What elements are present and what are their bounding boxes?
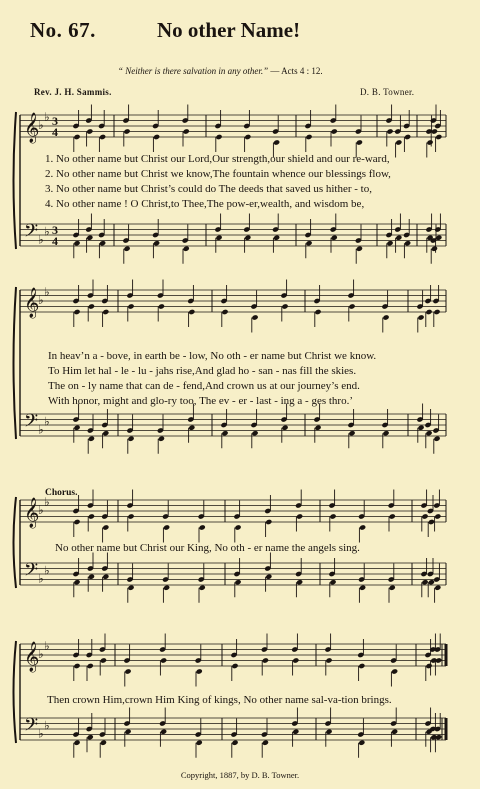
note-head <box>358 740 365 746</box>
note-head <box>421 513 428 519</box>
composer-credit: D. B. Towner. <box>360 87 415 97</box>
note-head <box>231 740 238 746</box>
copyright-notice: Copyright, 1887, by D. B. Towner. <box>180 770 300 780</box>
note-head <box>188 425 195 431</box>
note-head <box>102 574 109 580</box>
flat-sign: ♭ <box>38 503 44 517</box>
treble-clef: 𝄞 <box>24 288 40 318</box>
note-head <box>234 524 241 530</box>
verse-continuation-4: With honor, might and glo-ry too, The ev - er - last - ing a - ges thro.’ <box>48 395 354 407</box>
note-head <box>273 235 280 241</box>
note-head <box>329 579 336 585</box>
flat-sign: ♭ <box>44 224 50 239</box>
note-head <box>73 519 80 525</box>
note-head <box>124 668 131 674</box>
note-head <box>244 235 251 241</box>
note-head <box>404 240 411 246</box>
bass-clef: 𝄢 <box>24 715 39 740</box>
flat-sign: ♭ <box>38 422 44 437</box>
note-head <box>215 134 222 140</box>
flat-sign: ♭ <box>38 571 44 586</box>
note-head <box>358 663 365 669</box>
verse-line-1: 1. No other name but Christ our Lord,Our strength,our shield and our re-ward, <box>45 153 390 165</box>
note-head <box>325 729 332 735</box>
note-head <box>86 128 93 134</box>
note-head <box>153 134 160 140</box>
epigraph-text: “ Neither is there salvation in any other.” <box>118 66 269 76</box>
note-head <box>329 513 336 519</box>
note-head <box>73 579 80 585</box>
flat-sign: ♭ <box>44 494 50 509</box>
note-head <box>391 729 398 735</box>
note-head <box>73 240 80 246</box>
note-head <box>73 309 80 315</box>
note-head <box>281 303 288 309</box>
chorus-line-1: No other name but Christ our King, No oth - er name the angels sing. <box>55 542 360 554</box>
chorus-line-2: Then crown Him,crown Him King of kings, No other name sal-va-tion brings. <box>47 694 392 706</box>
note-head <box>421 579 428 585</box>
note-head <box>331 128 338 134</box>
note-head <box>435 657 442 663</box>
treble-clef: 𝄞 <box>24 113 40 143</box>
bass-clef: 𝄢 <box>24 221 39 246</box>
note-head <box>273 139 280 145</box>
note-head <box>391 668 398 674</box>
chorus-label: Chorus. <box>45 488 78 498</box>
treble-clef: 𝄞 <box>24 642 40 672</box>
note-head <box>158 436 165 442</box>
note-head <box>231 663 238 669</box>
note-head <box>183 128 190 134</box>
verse-line-2: 2. No other name but Christ we know,The fountain whence our blessings flow, <box>45 168 391 180</box>
note-head <box>359 524 366 530</box>
note-head <box>127 585 134 591</box>
note-head <box>102 430 109 436</box>
note-head <box>281 425 288 431</box>
note-head <box>88 303 95 309</box>
note-head <box>435 734 442 740</box>
note-head <box>262 657 269 663</box>
system-brace <box>14 641 17 743</box>
note-head <box>417 425 424 431</box>
note-head <box>127 303 134 309</box>
note-head <box>262 740 269 746</box>
flat-sign: ♭ <box>38 647 44 661</box>
note-head <box>296 513 303 519</box>
note-head <box>160 729 167 735</box>
verse-line-3: 3. No other name but Christ’s could do The deeds that saved us hither - to, <box>45 183 372 195</box>
note-head <box>251 430 258 436</box>
note-head <box>265 519 272 525</box>
note-head <box>386 128 393 134</box>
flat-sign: ♭ <box>44 414 50 429</box>
system-brace <box>14 497 17 588</box>
note-head <box>425 430 432 436</box>
time-signature-lower: 4 <box>52 125 58 139</box>
verse-continuation-1: In heav’n a - bove, in earth be - low, No oth - er name but Christ we know. <box>48 350 377 362</box>
epigraph-reference: — Acts 4 : 12. <box>270 66 323 76</box>
verse-continuation-3: The on - ly name that can de - fend,And crown us at our journey’s end. <box>48 380 360 392</box>
note-head <box>221 309 228 315</box>
flat-sign: ♭ <box>38 118 44 132</box>
note-head <box>434 513 441 519</box>
flat-sign: ♭ <box>38 293 44 307</box>
note-head <box>251 314 258 320</box>
note-head <box>314 309 321 315</box>
treble-clef: 𝄞 <box>24 498 40 528</box>
note-head <box>88 513 95 519</box>
system-brace <box>14 287 17 439</box>
note-head <box>386 240 393 246</box>
flat-sign: ♭ <box>44 563 50 578</box>
note-head <box>215 235 222 241</box>
note-head <box>296 579 303 585</box>
note-head <box>127 436 134 442</box>
note-head <box>87 663 94 669</box>
note-head <box>428 519 435 525</box>
verse-continuation-2: To Him let hal - le - lu - jahs rise,And glad ho - san - nas fill the skies. <box>48 365 357 377</box>
flat-sign: ♭ <box>44 638 50 653</box>
note-head <box>102 524 109 530</box>
flat-sign: ♭ <box>44 718 50 733</box>
note-head <box>425 663 432 669</box>
note-head <box>356 139 363 145</box>
note-head <box>158 303 165 309</box>
note-head <box>73 663 80 669</box>
bass-clef: 𝄢 <box>24 560 39 585</box>
note-head <box>88 436 95 442</box>
note-head <box>88 574 95 580</box>
note-head <box>87 734 94 740</box>
note-head <box>389 585 396 591</box>
note-head <box>99 240 106 246</box>
note-head <box>265 574 272 580</box>
note-head <box>183 246 190 252</box>
note-head <box>356 246 363 252</box>
note-head <box>123 246 130 252</box>
note-head <box>389 513 396 519</box>
note-head <box>433 309 440 315</box>
note-head <box>348 303 355 309</box>
note-head <box>73 134 80 140</box>
note-head <box>199 524 206 530</box>
system-brace <box>14 112 17 249</box>
note-head <box>359 585 366 591</box>
note-head <box>292 729 299 735</box>
note-head <box>102 309 109 315</box>
note-head <box>433 436 440 442</box>
note-head <box>100 740 107 746</box>
note-head <box>292 657 299 663</box>
note-head <box>382 314 389 320</box>
note-head <box>404 134 411 140</box>
note-head <box>395 139 402 145</box>
note-head <box>127 513 134 519</box>
note-head <box>73 425 80 431</box>
note-head <box>325 657 332 663</box>
note-head <box>123 128 130 134</box>
note-head <box>124 729 131 735</box>
hymn-title: No other Name! <box>157 18 301 42</box>
verse-line-4: 4. No other name ! O Christ,to Thee,The pow-er,wealth, and wisdom be, <box>45 198 365 210</box>
note-head <box>196 668 203 674</box>
note-head <box>305 134 312 140</box>
note-head <box>221 430 228 436</box>
note-head <box>331 235 338 241</box>
flat-sign: ♭ <box>44 109 50 124</box>
lyricist-credit: Rev. J. H. Sammis. <box>34 87 112 97</box>
note-head <box>314 425 321 431</box>
note-head <box>431 246 438 252</box>
note-head <box>348 430 355 436</box>
note-head <box>99 134 106 140</box>
note-head <box>196 740 203 746</box>
note-head <box>163 524 170 530</box>
hymn-number: No. 67. <box>30 18 96 42</box>
note-head <box>435 134 442 140</box>
note-head <box>417 314 424 320</box>
note-head <box>73 740 80 746</box>
flat-sign: ♭ <box>44 284 50 299</box>
note-head <box>188 309 195 315</box>
note-head <box>425 309 432 315</box>
note-head <box>163 585 170 591</box>
note-head <box>426 139 433 145</box>
note-head <box>160 657 167 663</box>
note-head <box>434 585 441 591</box>
note-head <box>153 240 160 246</box>
note-head <box>305 240 312 246</box>
time-signature-lower: 4 <box>52 234 58 248</box>
time-signature-upper: 3 <box>52 114 58 128</box>
note-head <box>244 134 251 140</box>
note-head <box>86 235 93 241</box>
time-signature-upper: 3 <box>52 223 58 237</box>
note-head <box>199 585 206 591</box>
flat-sign: ♭ <box>38 726 44 741</box>
bass-clef: 𝄢 <box>24 411 39 436</box>
flat-sign: ♭ <box>38 232 44 247</box>
note-head <box>100 657 107 663</box>
note-head <box>395 235 402 241</box>
note-head <box>382 430 389 436</box>
note-head <box>234 579 241 585</box>
